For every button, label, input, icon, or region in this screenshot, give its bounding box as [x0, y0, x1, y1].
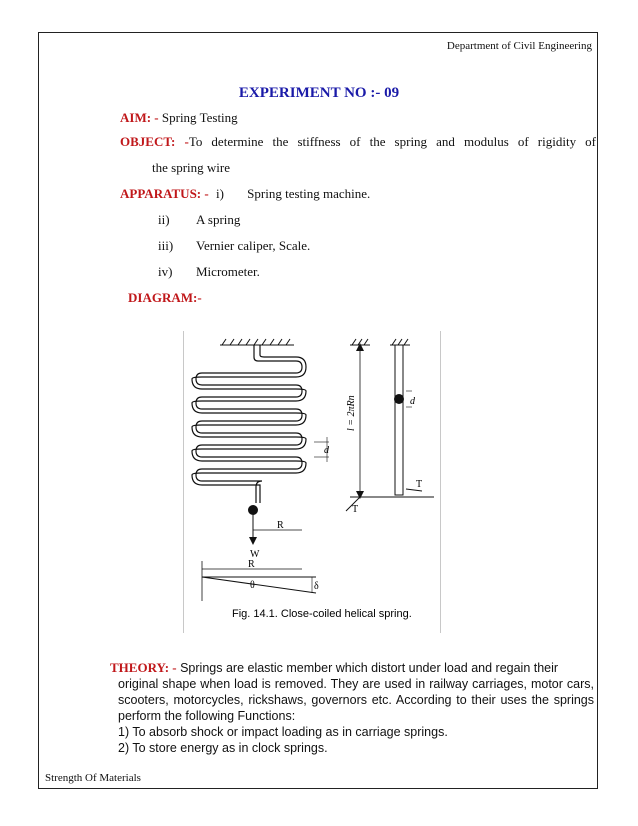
theory-text-line1: Springs are elastic member which distort under load and regain their [180, 661, 559, 675]
object-label: OBJECT: - [120, 134, 189, 149]
label-r2: R [248, 559, 255, 570]
label-theta: θ [250, 580, 255, 591]
theory-label: THEORY: - [110, 660, 177, 675]
aim-label: AIM: - [120, 110, 159, 125]
spring-wire-side-icon [395, 345, 403, 495]
label-r1: R [277, 520, 284, 531]
theory-point: 1) To absorb shock or impact loading as in carriage springs. [118, 725, 448, 739]
arrow-down-icon [249, 537, 257, 545]
label-w: W [250, 549, 260, 560]
diagram-label: DIAGRAM:- [128, 290, 202, 305]
experiment-title: EXPERIMENT NO :- 09 [238, 85, 400, 101]
label-d1: d [324, 445, 329, 456]
department-header: Department of Civil Engineering [446, 40, 592, 52]
theory-first-line [110, 660, 594, 676]
object-line [120, 134, 596, 150]
apparatus-item-num: iv) [158, 264, 173, 279]
aim-line [120, 110, 238, 126]
apparatus-item-num: ii) [158, 212, 170, 227]
aim-text: Spring Testing [161, 110, 238, 125]
apparatus-item-text: Micrometer. [196, 264, 260, 279]
apparatus-item-text: Spring testing machine. [247, 186, 371, 201]
label-d2: d [410, 396, 415, 407]
label-t2: T [416, 479, 423, 490]
apparatus-item-num: i) [215, 186, 224, 201]
object-text-line1: To determine the stiffness of the spring and modulus of rigidity of [188, 134, 596, 149]
label-delta: δ [314, 581, 319, 592]
theory-point: 2) To store energy as in clock springs. [118, 741, 328, 755]
apparatus-label: APPARATUS: - [120, 186, 209, 201]
load-point-icon [248, 505, 258, 515]
label-t1: T [352, 504, 359, 515]
fixed-support-icon [220, 339, 294, 345]
label-length: l = 2πRn [346, 395, 357, 431]
apparatus-item-num: iii) [158, 238, 174, 253]
spring-diagram-figure [183, 331, 441, 633]
object-text-line2: the spring wire [152, 160, 230, 175]
side-view-support-icon [350, 339, 410, 345]
figure-caption: Fig. 14.1. Close-coiled helical spring. [232, 608, 412, 620]
apparatus-item-text: Vernier caliper, Scale. [196, 238, 311, 253]
subject-footer: Strength Of Materials [45, 772, 141, 784]
spring-diagram [184, 331, 440, 633]
theory-section [110, 660, 594, 756]
theory-body: original shape when load is removed. They are used in railway carriages, motor cars, scooters, motorcycles, rickshaws, governors etc. According to their uses the springs perform the following Functions: [118, 677, 594, 723]
apparatus-line [120, 186, 370, 202]
helical-spring-icon [192, 345, 306, 503]
apparatus-item-text: A spring [196, 212, 241, 227]
